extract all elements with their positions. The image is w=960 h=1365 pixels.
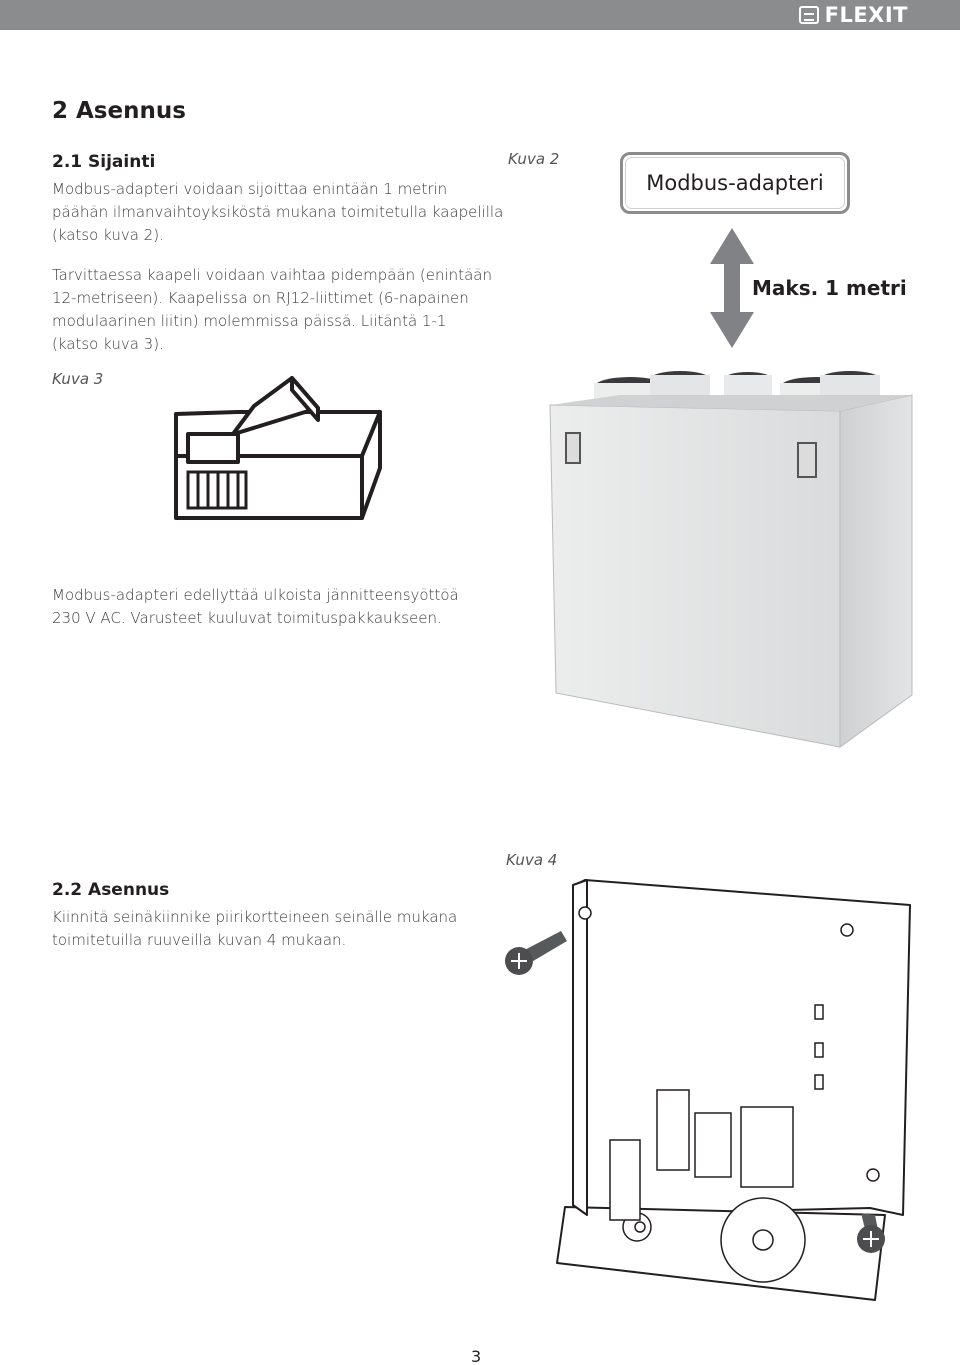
paragraph-line: (katso kuva 2). — [52, 226, 164, 244]
paragraph-location — [52, 178, 503, 247]
page-number: 3 — [471, 1347, 482, 1365]
paragraph-line: Tarvittaessa kaapeli voidaan vaihtaa pidempään (enintään — [52, 266, 492, 284]
paragraph-line: Modbus-adapteri edellyttää ulkoista jännitteensyöttöä — [52, 586, 459, 604]
paragraph-mounting — [52, 906, 457, 952]
rj12-connector-illustration — [170, 372, 430, 532]
modbus-adapter-label: Modbus-adapteri — [646, 171, 824, 195]
paragraph-line: toimitetuilla ruuveilla kuvan 4 mukaan. — [52, 931, 347, 949]
figure-caption-kuva3: Kuva 3 — [52, 370, 104, 388]
figure-caption-kuva2: Kuva 2 — [508, 150, 560, 168]
modbus-adapter-label-box — [620, 152, 850, 214]
wall-bracket-illustration — [495, 875, 915, 1345]
logo-text: FLEXIT — [824, 3, 908, 27]
paragraph-line: 12-metriseen). Kaapelissa on RJ12-liittimet (6-napainen — [52, 289, 469, 307]
max-distance-label: Maks. 1 metri — [752, 276, 907, 300]
paragraph-line: modulaarinen liitin) molemmissa päissä. Liitäntä 1-1 — [52, 312, 447, 330]
double-arrow-icon — [710, 228, 754, 348]
paragraph-line: Modbus-adapteri voidaan sijoittaa enintään 1 metrin — [52, 180, 448, 198]
header-bar — [0, 0, 960, 30]
subsection-title-sijainti: 2.1 Sijainti — [52, 152, 156, 172]
paragraph-line: (katso kuva 3). — [52, 335, 164, 353]
paragraph-line: Kiinnitä seinäkiinnike piirikortteineen seinälle mukana — [52, 908, 458, 926]
figure-caption-kuva4: Kuva 4 — [506, 851, 558, 869]
paragraph-line: päähän ilmanvaihtoyksiköstä mukana toimitetulla kaapelilla — [52, 203, 504, 221]
section-title: 2 Asennus — [52, 98, 186, 124]
flexit-logo — [799, 4, 908, 26]
ventilation-unit-illustration — [540, 365, 920, 755]
paragraph-cable — [52, 264, 492, 356]
subsection-title-asennus: 2.2 Asennus — [52, 880, 170, 900]
paragraph-power — [52, 584, 463, 630]
flexit-logo-icon — [799, 6, 819, 24]
paragraph-line: 230 V AC. Varusteet kuuluvat toimituspakkaukseen. — [52, 609, 442, 627]
